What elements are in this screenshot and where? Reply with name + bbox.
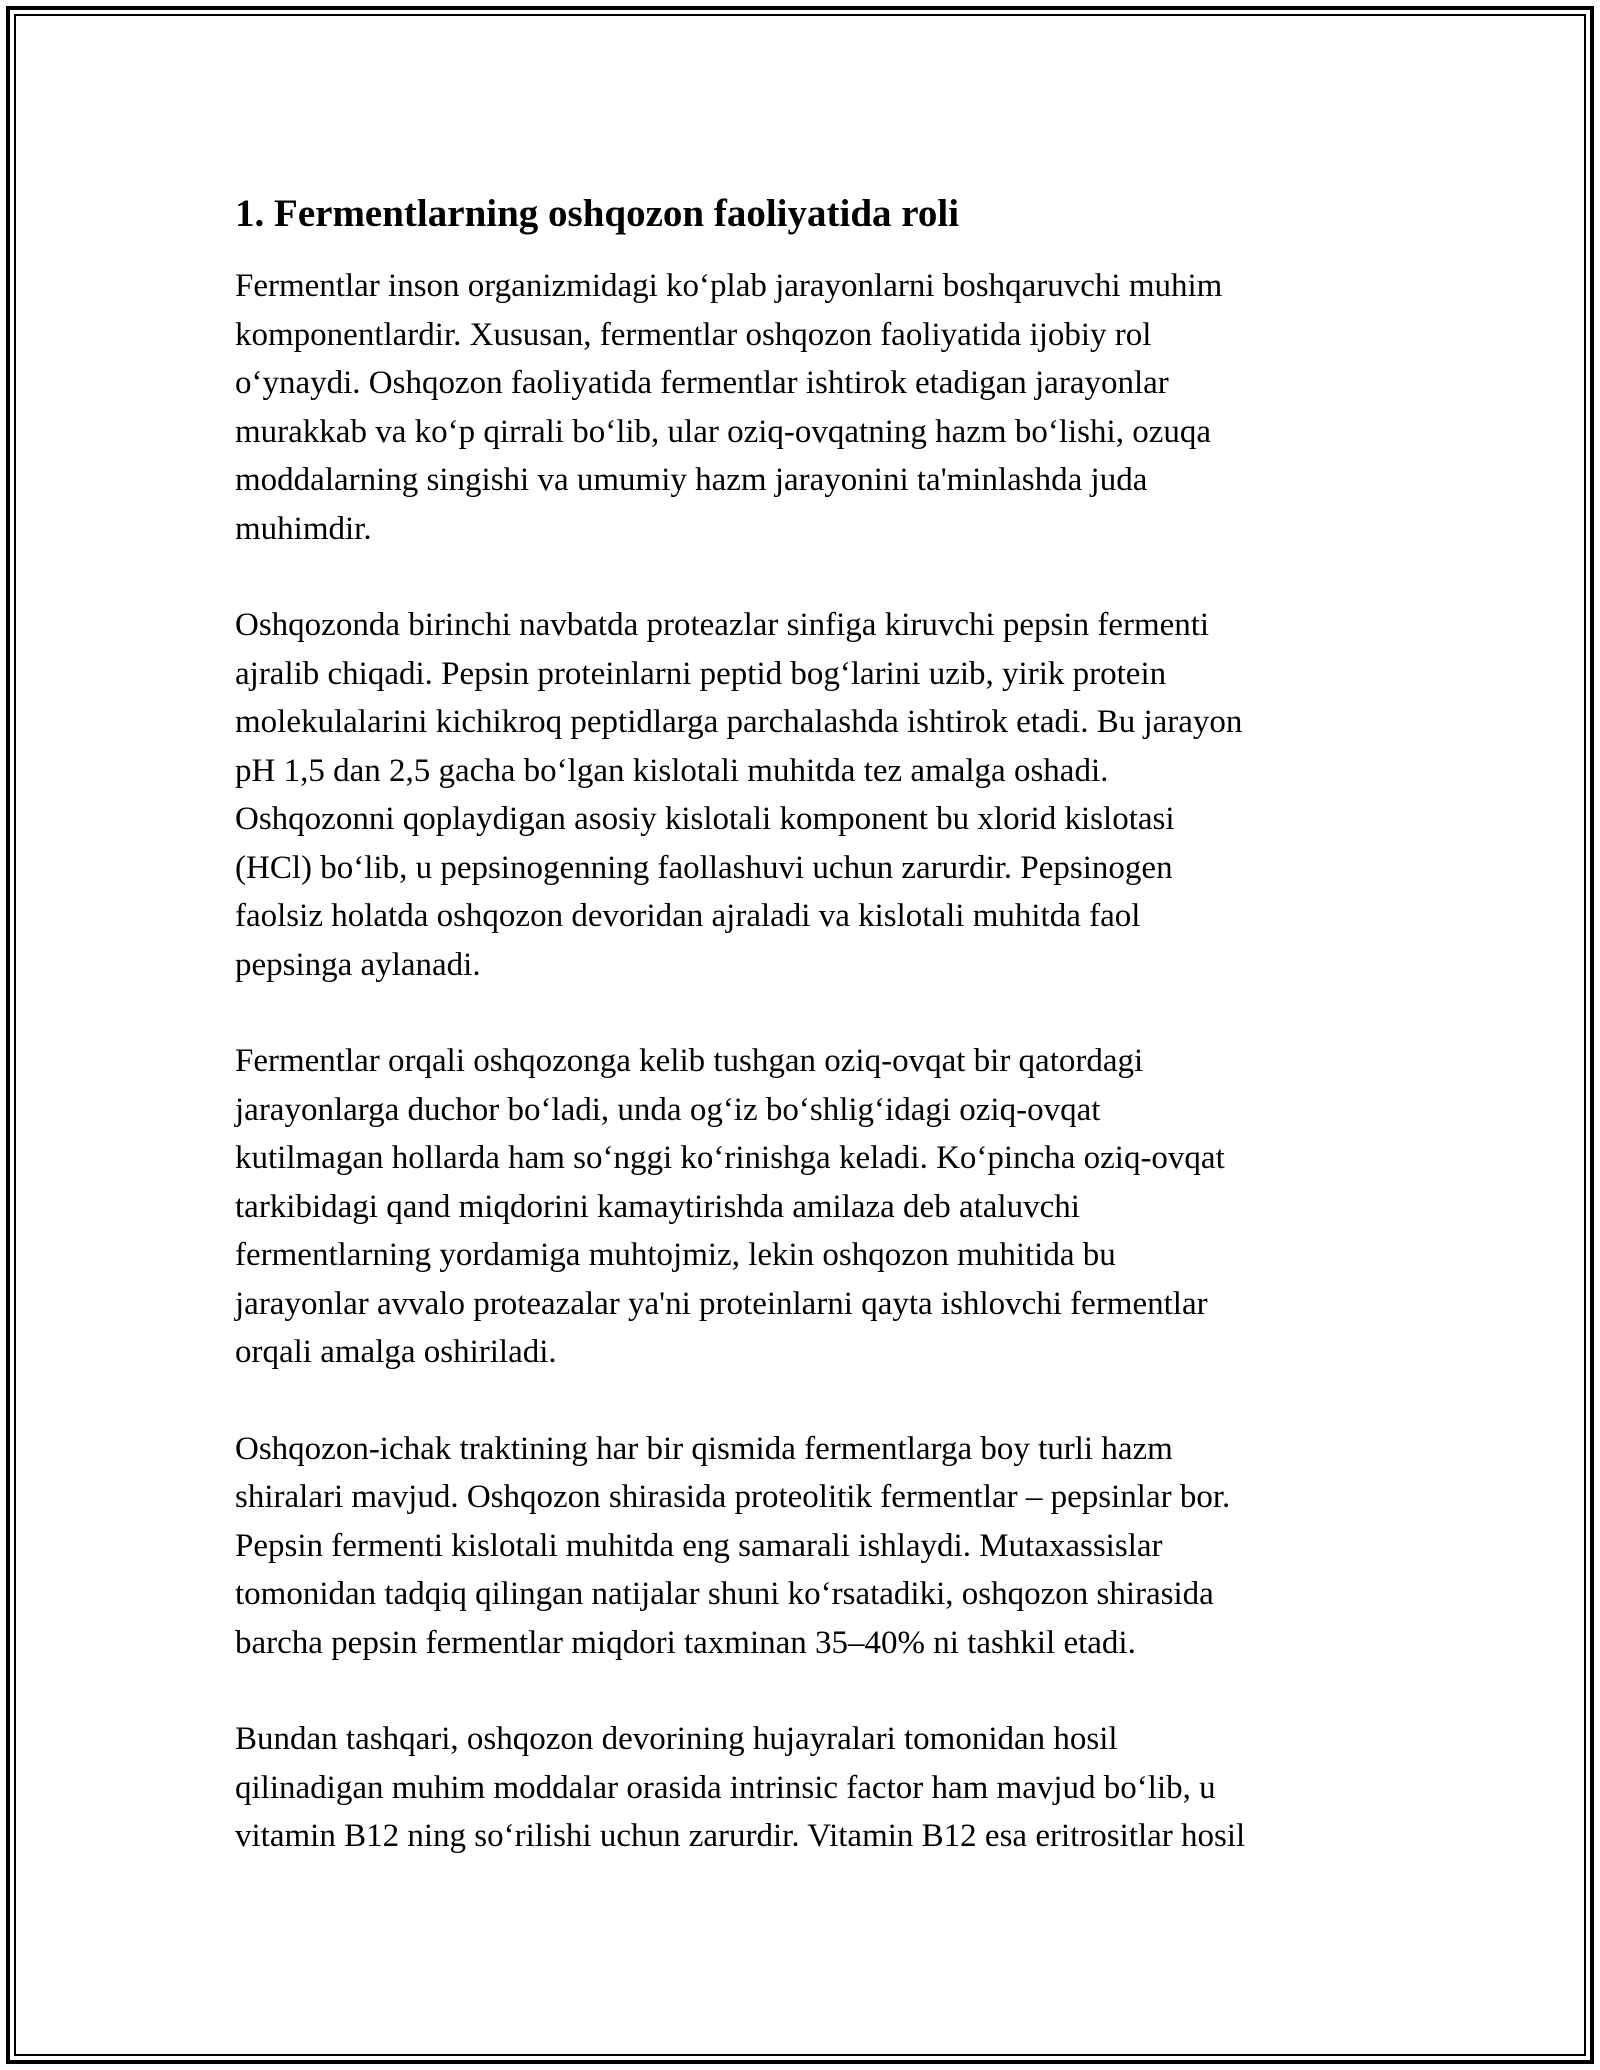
text-line: o‘ynaydi. Oshqozon faoliyatida fermentlar ishtirok etadigan jarayonlar: [235, 365, 1169, 401]
paragraph-4: [235, 1425, 1375, 1668]
text-line: Oshqozonni qoplaydigan asosiy kislotali komponent bu xlorid kislotasi: [235, 801, 1175, 837]
text-line: orqali amalga oshiriladi.: [235, 1334, 557, 1370]
text-line: molekulalarini kichikroq peptidlarga parchalashda ishtirok etadi. Bu jarayon: [235, 704, 1243, 740]
text-line: Fermentlar inson organizmidagi ko‘plab jarayonlarni boshqaruvchi muhim: [235, 268, 1223, 304]
text-line: barcha pepsin fermentlar miqdori taxminan 35–40% ni tashkil etadi.: [235, 1624, 1136, 1661]
section-heading: 1. Fermentlarning oshqozon faoliyatida roli: [235, 192, 960, 235]
text-line: tarkibidagi qand miqdorini kamaytirishda amilaza deb ataluvchi: [235, 1188, 1080, 1225]
text-line: pepsinga aylanadi.: [235, 946, 481, 983]
text-line: kutilmagan hollarda ham so‘nggi ko‘rinishga keladi. Ko‘pincha oziq-ovqat: [235, 1140, 1225, 1176]
text-line: murakkab va ko‘p qirrali bo‘lib, ular oziq-ovqatning hazm bo‘lishi, ozuqa: [235, 413, 1211, 450]
text-line: Oshqozon-ichak traktining har bir qismida fermentlarga boy turli hazm: [235, 1430, 1173, 1467]
paragraph-1: [235, 262, 1375, 553]
text-line: pH 1,5 dan 2,5 gacha bo‘lgan kislotali muhitda tez amalga oshadi.: [235, 752, 1109, 789]
text-line: Fermentlar orqali oshqozonga kelib tushgan oziq-ovqat bir qatordagi: [235, 1043, 1144, 1079]
text-line: tomonidan tadqiq qilingan natijalar shuni ko‘rsatadiki, oshqozon shirasida: [235, 1576, 1214, 1612]
text-line: Oshqozonda birinchi navbatda proteazlar sinfiga kiruvchi pepsin fermenti: [235, 607, 1210, 643]
text-line: fermentlarning yordamiga muhtojmiz, lekin oshqozon muhitida bu: [235, 1237, 1116, 1273]
paragraph-2: [235, 601, 1375, 989]
text-line: muhimdir.: [235, 510, 372, 547]
text-line: moddalarning singishi va umumiy hazm jarayonini ta'minlashda juda: [235, 462, 1148, 498]
text-line: qilinadigan muhim moddalar orasida intrinsic factor ham mavjud bo‘lib, u: [235, 1769, 1216, 1806]
text-line: komponentlardir. Xususan, fermentlar oshqozon faoliyatida ijobiy rol: [235, 316, 1152, 353]
text-line: faolsiz holatda oshqozon devoridan ajraladi va kislotali muhitda faol: [235, 898, 1141, 934]
paragraph-3: [235, 1037, 1375, 1377]
text-line: ajralib chiqadi. Pepsin proteinlarni peptid bog‘larini uzib, yirik protein: [235, 655, 1167, 692]
text-line: Bundan tashqari, oshqozon devorining hujayralari tomonidan hosil: [235, 1721, 1118, 1757]
text-line: jarayonlar avvalo proteazalar ya'ni proteinlarni qayta ishlovchi fermentlar: [235, 1285, 1208, 1322]
document-body: [235, 188, 1375, 1909]
text-line: shiralari mavjud. Oshqozon shirasida proteolitik fermentlar – pepsinlar bor.: [235, 1479, 1231, 1515]
text-line: jarayonlarga duchor bo‘ladi, unda og‘iz bo‘shlig‘idagi oziq-ovqat: [235, 1091, 1101, 1128]
text-line: (HCl) bo‘lib, u pepsinogenning faollashuvi uchun zarurdir. Pepsinogen: [235, 849, 1173, 886]
text-line: Pepsin fermenti kislotali muhitda eng samarali ishlaydi. Mutaxassislar: [235, 1527, 1163, 1564]
text-line: vitamin B12 ning so‘rilishi uchun zarurdir. Vitamin B12 esa eritrositlar hosil: [235, 1818, 1246, 1854]
paragraph-5: [235, 1715, 1375, 1861]
